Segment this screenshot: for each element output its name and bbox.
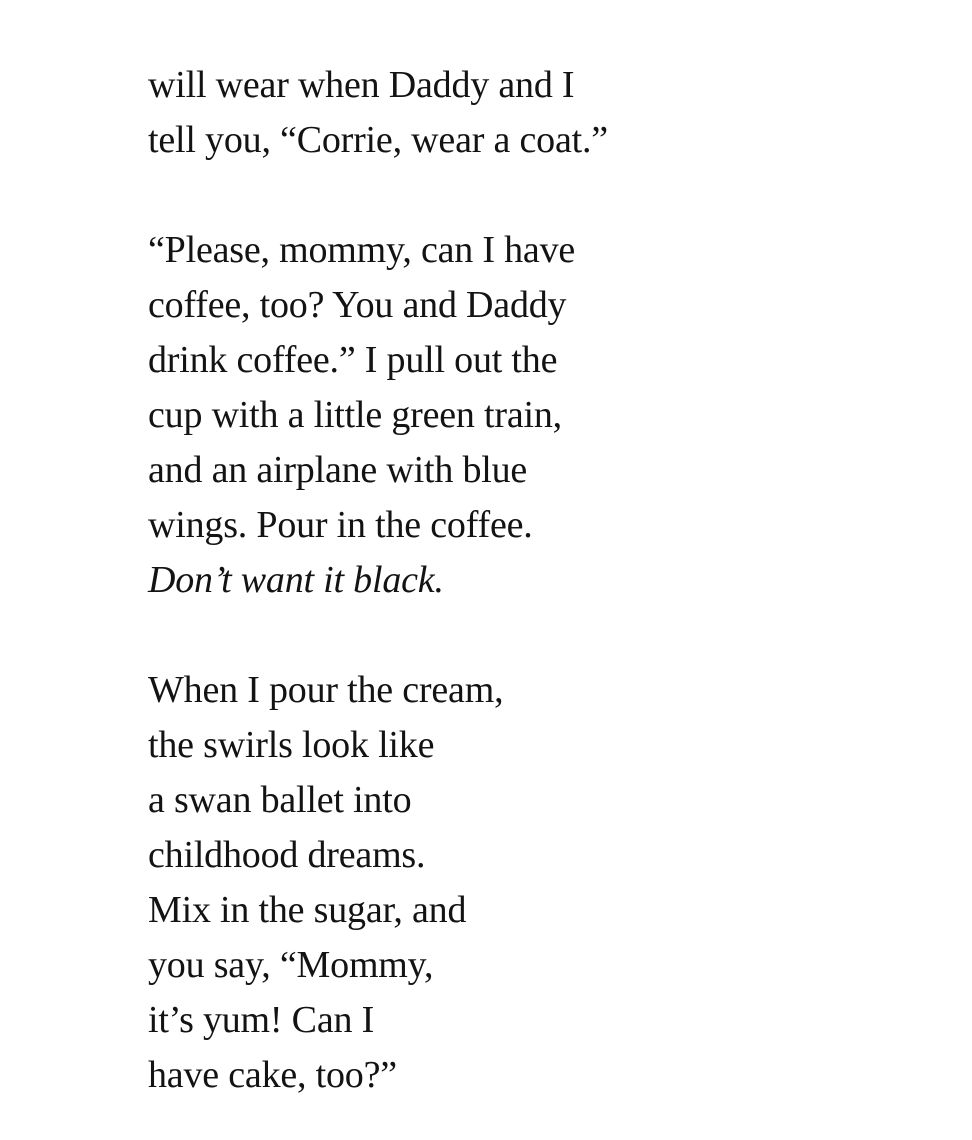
poem-line: the swirls look like bbox=[148, 724, 435, 766]
poem-line: When I pour the cream, bbox=[148, 669, 504, 711]
poem-line: drink coffee.” I pull out the bbox=[148, 339, 558, 381]
poem-line: will wear when Daddy and I bbox=[148, 64, 575, 106]
poem-line: cup with a little green train, bbox=[148, 394, 562, 436]
poem-line: have cake, too?” bbox=[148, 1054, 397, 1096]
poem-line: wings. Pour in the coffee. bbox=[148, 504, 533, 546]
poem-stanza bbox=[148, 58, 972, 168]
poem-line: Mix in the sugar, and bbox=[148, 889, 467, 931]
poem-stanza bbox=[148, 223, 972, 608]
poem-line-italic: Don’t want it black. bbox=[148, 559, 444, 601]
poem-stanza bbox=[148, 663, 972, 1103]
poem-line: tell you, “Corrie, wear a coat.” bbox=[148, 119, 608, 161]
poem-line: coffee, too? You and Daddy bbox=[148, 284, 567, 326]
poem-line: it’s yum! Can I bbox=[148, 999, 375, 1041]
poem-line: and an airplane with blue bbox=[148, 449, 528, 491]
poem-line: a swan ballet into bbox=[148, 779, 412, 821]
poem-line: you say, “Mommy, bbox=[148, 944, 434, 986]
poem-line: childhood dreams. bbox=[148, 834, 426, 876]
poem-line: “Please, mommy, can I have bbox=[148, 229, 576, 271]
